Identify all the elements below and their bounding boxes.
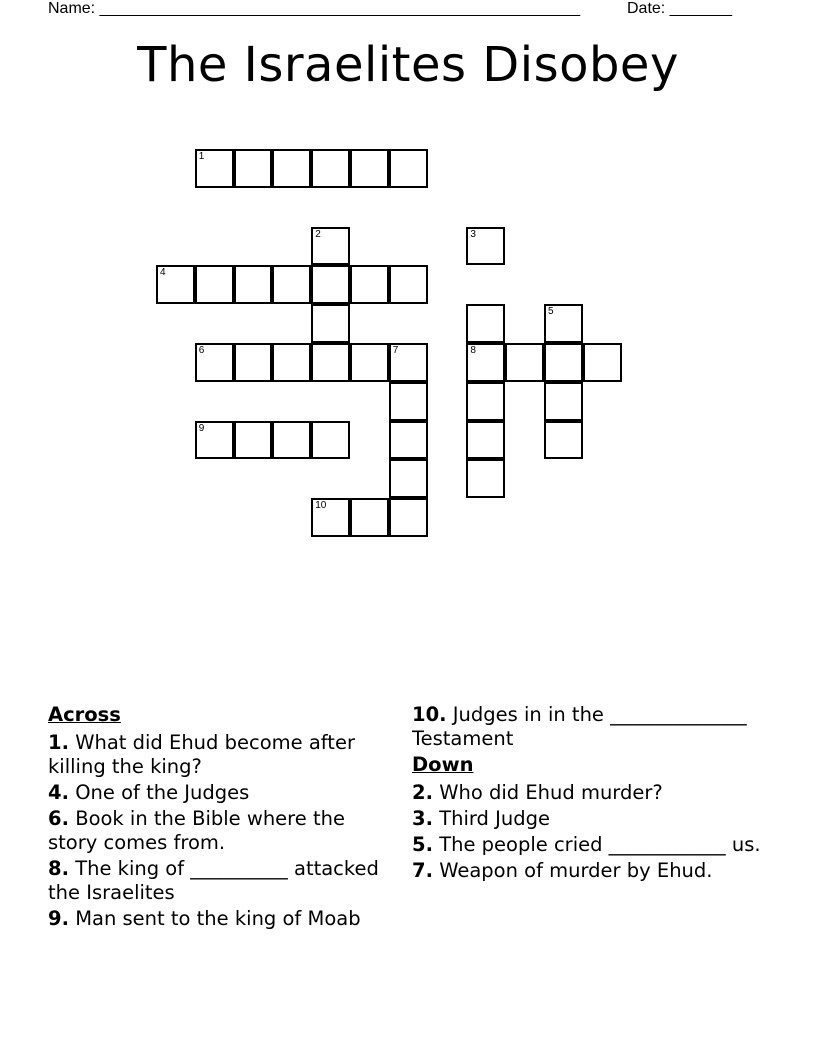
name-field-label: Name: ______________________________________________________ — [48, 0, 581, 17]
clue-number: 10. — [412, 703, 447, 726]
clue-number: 5. — [412, 833, 433, 856]
crossword-cell[interactable] — [544, 343, 583, 382]
clue-number: 6. — [48, 807, 69, 830]
crossword-cell[interactable] — [466, 421, 505, 460]
clue-text: Book in the Bible where the story comes from. — [48, 807, 345, 854]
crossword-cell[interactable] — [583, 343, 622, 382]
crossword-cell[interactable] — [311, 265, 350, 304]
cell-number: 3 — [470, 228, 476, 240]
clues-left-column — [48, 703, 393, 933]
clue-number: 1. — [48, 731, 69, 754]
crossword-cell[interactable] — [234, 343, 273, 382]
clue-across-4 — [48, 781, 393, 805]
crossword-cell[interactable] — [389, 382, 428, 421]
crossword-cell[interactable] — [505, 343, 544, 382]
crossword-cell[interactable] — [544, 304, 583, 343]
clue-text: Who did Ehud murder? — [439, 781, 663, 804]
crossword-cell[interactable] — [544, 382, 583, 421]
page-title: The Israelites Disobey — [137, 37, 679, 93]
crossword-cell[interactable] — [195, 149, 234, 188]
crossword-cell[interactable] — [350, 498, 389, 537]
crossword-cell[interactable] — [234, 149, 273, 188]
clue-number: 2. — [412, 781, 433, 804]
cell-number: 1 — [198, 151, 205, 162]
clue-across-6 — [48, 807, 393, 855]
clue-text: The king of __________ attacked the Israelites — [48, 857, 379, 904]
across-heading: Across — [48, 703, 121, 726]
crossword-cell[interactable] — [544, 421, 583, 460]
clue-number: 3. — [412, 807, 433, 830]
cell-number: 8 — [470, 345, 476, 356]
clue-text: What did Ehud become after killing the king? — [48, 731, 355, 778]
clue-down-7 — [412, 859, 762, 883]
clue-text: The people cried ____________ us. — [439, 833, 761, 856]
clue-number: 8. — [48, 857, 69, 880]
crossword-cell[interactable] — [234, 421, 273, 460]
clue-down-3 — [412, 807, 762, 831]
clue-number: 7. — [412, 859, 433, 882]
cell-number: 5 — [548, 306, 554, 318]
clue-text: Third Judge — [439, 807, 550, 830]
date-field-label: Date: _______ — [627, 0, 732, 17]
crossword-cell[interactable] — [389, 343, 428, 382]
clue-text: One of the Judges — [75, 781, 250, 804]
clue-across-9 — [48, 907, 393, 931]
cell-number: 2 — [315, 228, 321, 240]
crossword-cell[interactable] — [272, 265, 311, 304]
down-heading: Down — [412, 753, 474, 776]
crossword-cell[interactable] — [389, 149, 428, 188]
clue-text: Weapon of murder by Ehud. — [439, 859, 713, 882]
crossword-cell[interactable] — [389, 421, 428, 460]
crossword-cell[interactable] — [311, 149, 350, 188]
crossword-cell[interactable] — [311, 498, 350, 537]
crossword-cell[interactable] — [195, 265, 234, 304]
crossword-cell[interactable] — [350, 149, 389, 188]
crossword-cell[interactable] — [389, 265, 428, 304]
clue-text: Judges in in the ______________ Testament — [412, 703, 747, 750]
cell-number: 6 — [198, 345, 205, 356]
crossword-cell[interactable] — [466, 382, 505, 421]
crossword-cell[interactable] — [311, 421, 350, 460]
clue-down-2 — [412, 781, 762, 805]
cell-number: 9 — [198, 422, 205, 434]
crossword-cell[interactable] — [272, 343, 311, 382]
crossword-cell[interactable] — [389, 459, 428, 498]
crossword-cell[interactable] — [311, 227, 350, 266]
clue-across-1 — [48, 731, 393, 779]
clues-right-column — [412, 703, 762, 885]
cell-number: 7 — [392, 345, 399, 356]
crossword-cell[interactable] — [350, 265, 389, 304]
crossword-cell[interactable] — [466, 304, 505, 343]
clue-text: Man sent to the king of Moab — [75, 907, 361, 930]
clue-down-5 — [412, 833, 762, 857]
clue-across-8 — [48, 857, 393, 905]
clue-number: 9. — [48, 907, 69, 930]
clue-number: 4. — [48, 781, 69, 804]
crossword-cell[interactable] — [350, 343, 389, 382]
cell-number: 10 — [315, 500, 327, 512]
crossword-cell[interactable] — [272, 421, 311, 460]
crossword-cell[interactable] — [234, 265, 273, 304]
clue-across-10 — [412, 703, 762, 751]
crossword-cell[interactable] — [195, 421, 234, 460]
cell-number: 4 — [160, 267, 166, 279]
crossword-cell[interactable] — [389, 498, 428, 537]
crossword-cell[interactable] — [311, 304, 350, 343]
crossword-cell[interactable] — [272, 149, 311, 188]
crossword-cell[interactable] — [195, 343, 234, 382]
crossword-cell[interactable] — [466, 227, 505, 266]
crossword-cell[interactable] — [466, 343, 505, 382]
crossword-cell[interactable] — [311, 343, 350, 382]
crossword-cell[interactable] — [466, 459, 505, 498]
crossword-cell[interactable] — [156, 265, 195, 304]
